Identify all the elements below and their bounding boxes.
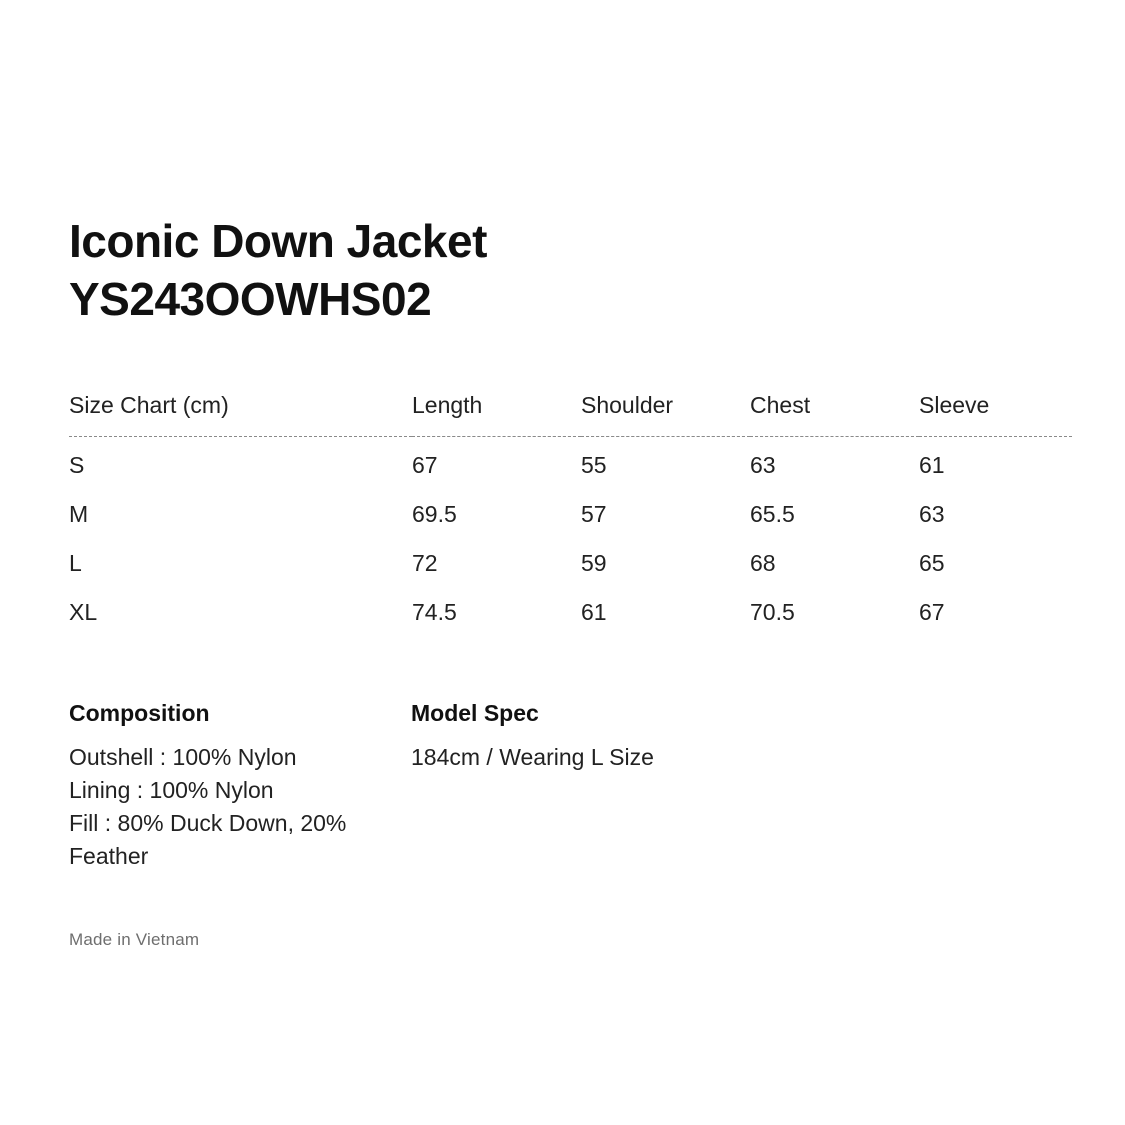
length-value: 67 [412,452,438,478]
size-chart-table [69,392,1072,637]
size-chart-header [69,392,1072,437]
sleeve-value: 67 [919,599,945,625]
model-spec-heading: Model Spec [411,700,539,726]
composition-details [69,741,389,873]
header-chest: Chest [750,392,919,437]
size-chart-body [69,437,1072,638]
model-spec-section [411,699,811,774]
composition-line-outshell: Outshell : 100% Nylon [69,744,297,770]
header-length: Length [412,392,581,437]
length-value: 74.5 [412,599,457,625]
table-row [69,588,1072,637]
chest-value: 65.5 [750,501,795,527]
shoulder-value: 57 [581,501,607,527]
header-shoulder: Shoulder [581,392,750,437]
composition-line-fill-cont: Feather [69,843,149,869]
composition-heading: Composition [69,700,210,726]
product-name: Iconic Down Jacket [69,215,487,267]
header-sleeve: Sleeve [919,392,1072,437]
product-code: YS243OOWHS02 [69,273,432,325]
model-spec-details [411,741,811,774]
table-row [69,490,1072,539]
size-label: L [69,550,82,576]
length-value: 72 [412,550,438,576]
size-label: M [69,501,89,527]
size-label: XL [69,599,98,625]
shoulder-value: 55 [581,452,607,478]
shoulder-value: 59 [581,550,607,576]
size-label: S [69,452,85,478]
size-chart-header-row [69,392,1072,437]
sleeve-value: 65 [919,550,945,576]
shoulder-value: 61 [581,599,607,625]
sleeve-value: 63 [919,501,945,527]
length-value: 69.5 [412,501,457,527]
header-size-chart: Size Chart (cm) [69,392,412,437]
table-row [69,539,1072,588]
chest-value: 68 [750,550,776,576]
model-spec-line: 184cm / Wearing L Size [411,744,654,770]
product-title [69,212,487,328]
chest-value: 63 [750,452,776,478]
composition-section [69,699,389,873]
sleeve-value: 61 [919,452,945,478]
table-row [69,437,1072,491]
country-of-origin: Made in Vietnam [69,930,200,949]
chest-value: 70.5 [750,599,795,625]
composition-line-fill: Fill : 80% Duck Down, 20% [69,810,347,836]
composition-line-lining: Lining : 100% Nylon [69,777,274,803]
